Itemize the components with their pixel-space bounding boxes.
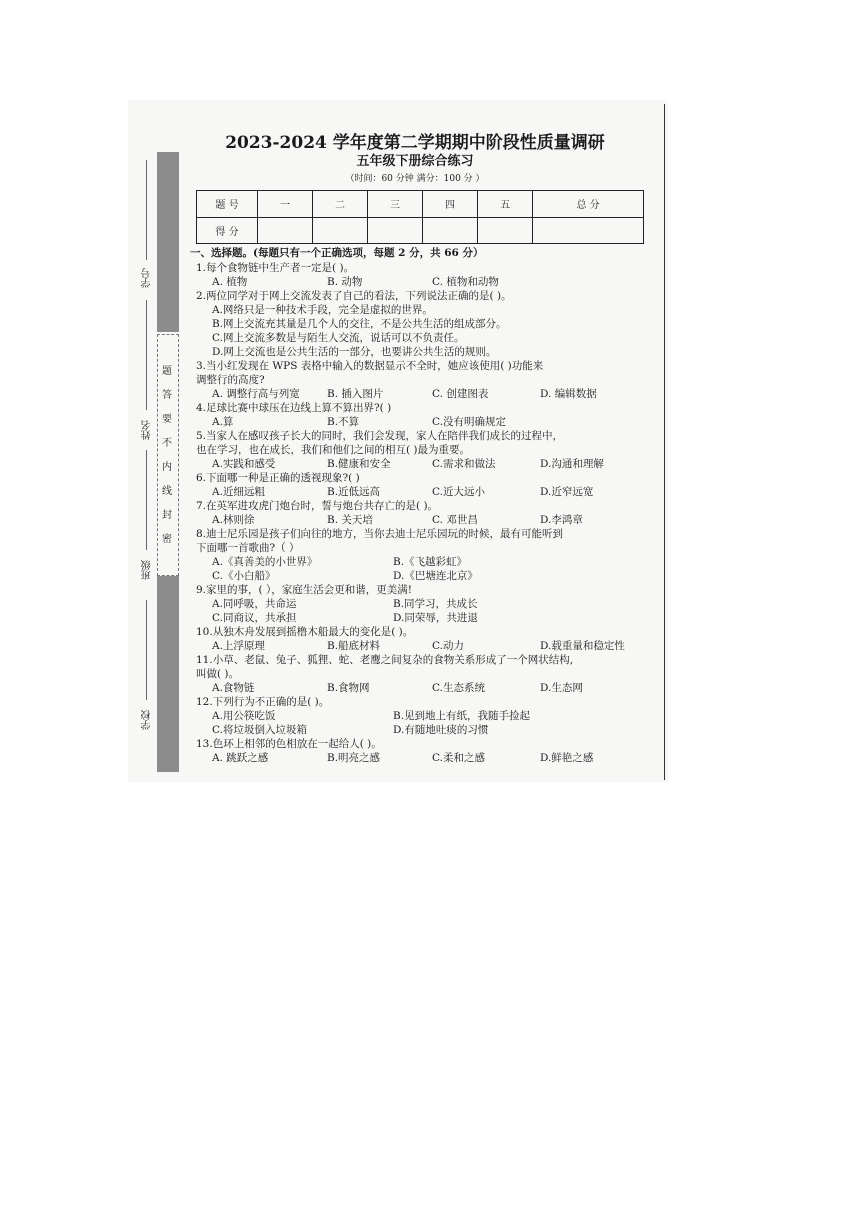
school-line [146,600,147,700]
question-option: A. 跳跃之感 [212,752,269,764]
page-edge-line [664,104,665,780]
question-option: C.《小白船》 [212,570,276,582]
question-option: C. 植物和动物 [432,276,499,288]
question-option: B. 关天培 [327,514,373,526]
question-stem: 8.迪士尼乐园是孩子们向往的地方，当你去迪士尼乐园玩的时候，最有可能听到 [196,528,564,540]
question-option: B.同学习，共成长 [393,598,478,610]
question-option: A. 调整行高与列宽 [212,388,300,400]
exam-subtitle: 五年级下册综合练习 [356,154,474,169]
strip-shade-top [157,152,179,332]
question-stem: 12.下列行为不正确的是( )。 [196,696,330,708]
seal-char: 题 [162,366,172,377]
question-option: A.同呼吸，共命运 [212,598,297,610]
question-option: B.船底材料 [327,640,381,652]
score-cell: 二 [313,191,368,218]
score-table-header-row [197,191,644,218]
question-option: C.动力 [432,640,464,652]
question-option: A.上浮原理 [212,640,265,652]
score-input-cell[interactable] [478,217,533,244]
seal-char: 封 [162,510,172,521]
question-option: A. 植物 [212,276,248,288]
section-heading: 一、选择题。(每题只有一个正确选项，每题 2 分，共 66 分） [190,247,484,259]
question-stem: 10.从独木舟发展到摇橹木船最大的变化是( )。 [196,626,414,638]
question-option: D. 编辑数据 [540,388,597,400]
seal-char: 线 [162,486,172,497]
question-option: C.需求和做法 [432,458,496,470]
question-option: B.健康和安全 [327,458,391,470]
score-input-cell[interactable] [313,217,368,244]
school-label: 学校 [142,710,153,730]
question-stem: 下面哪一首歌曲?（ ） [196,542,300,554]
question-option: D.《巴塘连北京》 [393,570,478,582]
question-option: A.网络只是一种技术手段，完全是虚拟的世界。 [212,304,433,316]
score-cell: 五 [478,191,533,218]
score-table [196,190,644,244]
question-option: C.没有明确规定 [432,416,506,428]
question-option: D.李鸿章 [540,514,583,526]
question-stem: 2.两位同学对于网上交流发表了自己的看法，下列说法正确的是( )。 [196,290,512,302]
score-input-cell[interactable] [423,217,478,244]
question-stem: 调整行的高度? [196,374,265,386]
question-stem: 叫做( )。 [196,668,240,680]
question-stem: 也在学习，也在成长，我们和他们之间的相互( )最为重要。 [196,444,471,456]
question-option: B.《飞越彩虹》 [393,556,468,568]
seal-char: 要 [162,414,172,425]
question-option: C.同商议，共承担 [212,612,297,624]
name-line [146,300,147,410]
score-input-cell[interactable] [368,217,423,244]
score-cell: 一 [258,191,313,218]
seal-char: 不 [162,438,172,449]
question-option: C.生态系统 [432,682,485,694]
seal-char: 内 [162,462,172,473]
class-label: 班级 [142,560,153,580]
question-option: B.食物网 [327,682,370,694]
question-stem: 7.在英军进攻虎门炮台时，誓与炮台共存亡的是( )。 [196,500,439,512]
question-option: D.近窄远宽 [540,486,594,498]
question-option: D.鲜艳之感 [540,752,594,764]
question-option: D.生态网 [540,682,583,694]
question-option: B. 插入图片 [327,388,384,400]
student-id-label: 学号 [142,268,153,288]
question-stem: 4.足球比赛中球压在边线上算不算出界?( ) [196,402,392,414]
score-input-cell[interactable] [533,217,644,244]
question-option: A.林则徐 [212,514,255,526]
student-id-line [146,160,147,260]
question-option: A.《真善美的小世界》 [212,556,318,568]
name-label: 姓名 [142,420,153,440]
question-option: D.网上交流也是公共生活的一部分，也要讲公共生活的规则。 [212,346,497,358]
question-option: B. 动物 [327,276,363,288]
question-stem: 13.色环上相邻的色相放在一起给人( )。 [196,738,382,750]
question-option: C.近大远小 [432,486,485,498]
question-option: B.不算 [327,416,360,428]
question-option: C. 邓世昌 [432,514,478,526]
exam-title: 2023-2024 学年度第二学期期中阶段性质量调研 [225,133,605,153]
score-cell: 题 号 [197,191,258,218]
question-option: B.明亮之感 [327,752,381,764]
question-option: C.柔和之感 [432,752,485,764]
score-cell: 得 分 [197,217,258,244]
question-stem: 5.当家人在感叹孩子长大的同时，我们会发现，家人在陪伴我们成长的过程中， [196,430,564,442]
question-stem: 9.家里的事，( ），家庭生活会更和谐，更美满! [196,584,412,596]
question-option: A.算 [212,416,234,428]
seal-char: 密 [162,534,172,545]
question-stem: 6.下面哪一种是正确的透视现象?( ) [196,472,360,484]
question-option: D.有随地吐痰的习惯 [393,724,489,736]
question-option: A.用公筷吃饭 [212,710,276,722]
question-option: B.近低远高 [327,486,381,498]
score-cell: 三 [368,191,423,218]
question-option: B.见到地上有纸，我随手捡起 [393,710,531,722]
question-option: C. 创建图表 [432,388,489,400]
question-option: B.网上交流充其量是几个人的交往，不是公共生活的组成部分。 [212,318,507,330]
question-option: A.近细远粗 [212,486,265,498]
question-option: C.将垃圾倒入垃圾箱 [212,724,307,736]
question-option: D.载重量和稳定性 [540,640,625,652]
score-cell: 四 [423,191,478,218]
question-option: A.实践和感受 [212,458,276,470]
score-table-score-row [197,217,644,244]
question-option: C.网上交流多数是与陌生人交流，说话可以不负责任。 [212,332,465,344]
question-option: D.同荣辱，共进退 [393,612,478,624]
question-option: D.沟通和理解 [540,458,604,470]
seal-char: 答 [162,390,172,401]
class-line [146,450,147,550]
question-stem: 1.每个食物链中生产者一定是( )。 [196,262,355,274]
score-input-cell[interactable] [258,217,313,244]
question-stem: 11.小草、老鼠、兔子、狐狸、蛇、老鹰之间复杂的食物关系形成了一个网状结构, [196,654,574,666]
score-cell: 总 分 [533,191,644,218]
question-stem: 3.当小红发现在 WPS 表格中输入的数据显示不全时，她应该使用( )功能来 [196,360,544,372]
exam-time-info: （时间：60 分钟 满分：100 分 ） [345,174,485,184]
question-option: A.食物链 [212,682,255,694]
strip-shade-bottom [157,576,179,772]
